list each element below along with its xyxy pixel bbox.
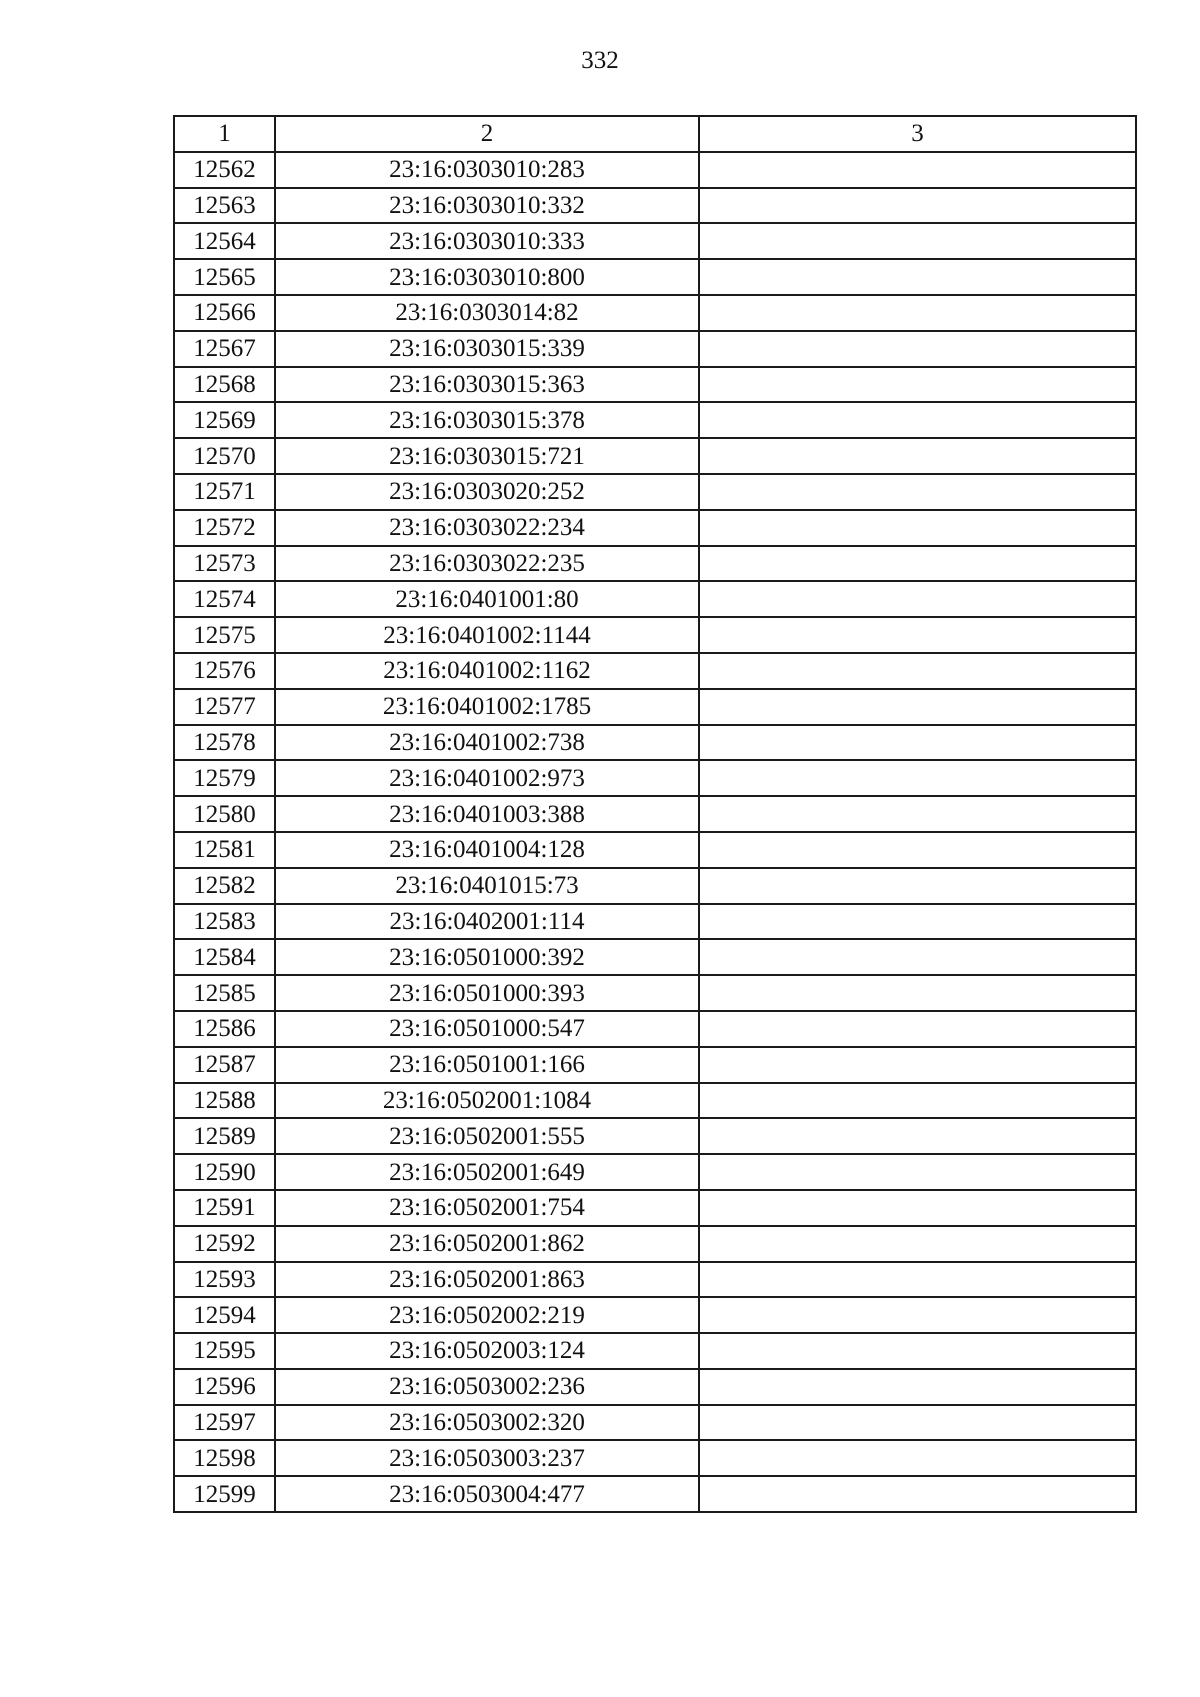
cadastral-number-cell: 23:16:0503002:236	[275, 1369, 699, 1405]
table-row	[174, 1369, 1136, 1405]
note-cell	[699, 223, 1136, 259]
row-number-cell: 12581	[174, 832, 275, 868]
note-cell	[699, 1011, 1136, 1047]
note-cell	[699, 546, 1136, 582]
note-cell	[699, 331, 1136, 367]
note-cell	[699, 796, 1136, 832]
cadastral-number-cell: 23:16:0401002:1162	[275, 653, 699, 689]
row-number-cell: 12563	[174, 188, 275, 224]
header-col-1: 1	[174, 116, 275, 152]
row-number-cell: 12592	[174, 1226, 275, 1262]
cadastral-number-cell: 23:16:0502001:862	[275, 1226, 699, 1262]
table-row	[174, 975, 1136, 1011]
note-cell	[699, 868, 1136, 904]
row-number-cell: 12593	[174, 1262, 275, 1298]
cadastral-number-cell: 23:16:0401015:73	[275, 868, 699, 904]
row-number-cell: 12576	[174, 653, 275, 689]
cadastral-number-cell: 23:16:0303010:800	[275, 259, 699, 295]
table-row	[174, 188, 1136, 224]
row-number-cell: 12580	[174, 796, 275, 832]
row-number-cell: 12583	[174, 904, 275, 940]
row-number-cell: 12575	[174, 617, 275, 653]
cadastral-number-cell: 23:16:0303015:339	[275, 331, 699, 367]
cadastral-number-cell: 23:16:0502001:754	[275, 1190, 699, 1226]
table-row	[174, 689, 1136, 725]
cadastral-number-cell: 23:16:0501000:547	[275, 1011, 699, 1047]
row-number-cell: 12572	[174, 510, 275, 546]
table-row	[174, 581, 1136, 617]
table-row	[174, 904, 1136, 940]
row-number-cell: 12587	[174, 1047, 275, 1083]
row-number-cell: 12569	[174, 402, 275, 438]
table-header	[174, 116, 1136, 152]
table-row	[174, 1262, 1136, 1298]
row-number-cell: 12598	[174, 1440, 275, 1476]
note-cell	[699, 1405, 1136, 1441]
table-row	[174, 1154, 1136, 1190]
header-row	[174, 116, 1136, 152]
note-cell	[699, 1440, 1136, 1476]
table-row	[174, 1083, 1136, 1119]
table-row	[174, 1190, 1136, 1226]
cadastral-number-cell: 23:16:0401003:388	[275, 796, 699, 832]
table-row	[174, 510, 1136, 546]
note-cell	[699, 939, 1136, 975]
row-number-cell: 12579	[174, 760, 275, 796]
row-number-cell: 12566	[174, 295, 275, 331]
table-row	[174, 617, 1136, 653]
table-row	[174, 725, 1136, 761]
table-row	[174, 223, 1136, 259]
note-cell	[699, 188, 1136, 224]
cadastral-number-cell: 23:16:0401002:1785	[275, 689, 699, 725]
table-row	[174, 367, 1136, 403]
cadastral-number-cell: 23:16:0303010:333	[275, 223, 699, 259]
table-row	[174, 939, 1136, 975]
row-number-cell: 12574	[174, 581, 275, 617]
table-row	[174, 760, 1136, 796]
table-row	[174, 832, 1136, 868]
row-number-cell: 12594	[174, 1297, 275, 1333]
note-cell	[699, 1083, 1136, 1119]
header-col-2: 2	[275, 116, 699, 152]
table-row	[174, 152, 1136, 188]
cadastral-number-table	[173, 115, 1137, 1513]
table-row	[174, 868, 1136, 904]
note-cell	[699, 510, 1136, 546]
table-row	[174, 259, 1136, 295]
note-cell	[699, 474, 1136, 510]
row-number-cell: 12584	[174, 939, 275, 975]
note-cell	[699, 1262, 1136, 1298]
cadastral-number-cell: 23:16:0503002:320	[275, 1405, 699, 1441]
row-number-cell: 12590	[174, 1154, 275, 1190]
note-cell	[699, 760, 1136, 796]
table-row	[174, 295, 1136, 331]
note-cell	[699, 1154, 1136, 1190]
cadastral-number-cell: 23:16:0502003:124	[275, 1333, 699, 1369]
cadastral-number-cell: 23:16:0501000:392	[275, 939, 699, 975]
cadastral-number-cell: 23:16:0303015:363	[275, 367, 699, 403]
note-cell	[699, 1476, 1136, 1512]
cadastral-number-cell: 23:16:0501001:166	[275, 1047, 699, 1083]
cadastral-number-cell: 23:16:0401002:1144	[275, 617, 699, 653]
note-cell	[699, 1297, 1136, 1333]
cadastral-number-cell: 23:16:0303022:234	[275, 510, 699, 546]
cadastral-number-cell: 23:16:0303022:235	[275, 546, 699, 582]
cadastral-number-cell: 23:16:0502001:649	[275, 1154, 699, 1190]
row-number-cell: 12591	[174, 1190, 275, 1226]
table-row	[174, 1440, 1136, 1476]
cadastral-number-cell: 23:16:0303014:82	[275, 295, 699, 331]
cadastral-number-cell: 23:16:0502001:555	[275, 1118, 699, 1154]
note-cell	[699, 904, 1136, 940]
table-row	[174, 1405, 1136, 1441]
note-cell	[699, 1118, 1136, 1154]
table-row	[174, 1333, 1136, 1369]
cadastral-number-cell: 23:16:0401002:738	[275, 725, 699, 761]
table-row	[174, 796, 1136, 832]
table-row	[174, 1118, 1136, 1154]
cadastral-number-cell: 23:16:0502001:1084	[275, 1083, 699, 1119]
row-number-cell: 12571	[174, 474, 275, 510]
table-row	[174, 331, 1136, 367]
cadastral-number-cell: 23:16:0502002:219	[275, 1297, 699, 1333]
cadastral-number-cell: 23:16:0402001:114	[275, 904, 699, 940]
row-number-cell: 12589	[174, 1118, 275, 1154]
table-row	[174, 1011, 1136, 1047]
cadastral-number-cell: 23:16:0303010:283	[275, 152, 699, 188]
cadastral-number-cell: 23:16:0503004:477	[275, 1476, 699, 1512]
note-cell	[699, 975, 1136, 1011]
row-number-cell: 12597	[174, 1405, 275, 1441]
row-number-cell: 12586	[174, 1011, 275, 1047]
table-row	[174, 546, 1136, 582]
note-cell	[699, 1369, 1136, 1405]
header-col-3: 3	[699, 116, 1136, 152]
page-number: 332	[581, 47, 619, 74]
table-row	[174, 1297, 1136, 1333]
note-cell	[699, 725, 1136, 761]
table-row	[174, 1047, 1136, 1083]
row-number-cell: 12599	[174, 1476, 275, 1512]
row-number-cell: 12565	[174, 259, 275, 295]
note-cell	[699, 367, 1136, 403]
row-number-cell: 12573	[174, 546, 275, 582]
row-number-cell: 12564	[174, 223, 275, 259]
note-cell	[699, 1333, 1136, 1369]
note-cell	[699, 152, 1136, 188]
note-cell	[699, 1047, 1136, 1083]
row-number-cell: 12562	[174, 152, 275, 188]
note-cell	[699, 295, 1136, 331]
cadastral-number-cell: 23:16:0401004:128	[275, 832, 699, 868]
note-cell	[699, 581, 1136, 617]
cadastral-number-cell: 23:16:0501000:393	[275, 975, 699, 1011]
row-number-cell: 12595	[174, 1333, 275, 1369]
cadastral-number-cell: 23:16:0503003:237	[275, 1440, 699, 1476]
row-number-cell: 12568	[174, 367, 275, 403]
table-row	[174, 402, 1136, 438]
cadastral-number-cell: 23:16:0502001:863	[275, 1262, 699, 1298]
table-row	[174, 653, 1136, 689]
cadastral-number-cell: 23:16:0401002:973	[275, 760, 699, 796]
cadastral-number-cell: 23:16:0401001:80	[275, 581, 699, 617]
table-body	[174, 152, 1136, 1512]
note-cell	[699, 832, 1136, 868]
row-number-cell: 12588	[174, 1083, 275, 1119]
table-row	[174, 438, 1136, 474]
row-number-cell: 12582	[174, 868, 275, 904]
table-row	[174, 1476, 1136, 1512]
note-cell	[699, 1190, 1136, 1226]
note-cell	[699, 1226, 1136, 1262]
row-number-cell: 12578	[174, 725, 275, 761]
table-row	[174, 474, 1136, 510]
cadastral-number-cell: 23:16:0303015:721	[275, 438, 699, 474]
cadastral-number-cell: 23:16:0303010:332	[275, 188, 699, 224]
note-cell	[699, 617, 1136, 653]
row-number-cell: 12577	[174, 689, 275, 725]
table-row	[174, 1226, 1136, 1262]
note-cell	[699, 689, 1136, 725]
cadastral-number-cell: 23:16:0303015:378	[275, 402, 699, 438]
row-number-cell: 12585	[174, 975, 275, 1011]
note-cell	[699, 438, 1136, 474]
note-cell	[699, 402, 1136, 438]
row-number-cell: 12570	[174, 438, 275, 474]
row-number-cell: 12567	[174, 331, 275, 367]
note-cell	[699, 653, 1136, 689]
cadastral-number-cell: 23:16:0303020:252	[275, 474, 699, 510]
row-number-cell: 12596	[174, 1369, 275, 1405]
note-cell	[699, 259, 1136, 295]
